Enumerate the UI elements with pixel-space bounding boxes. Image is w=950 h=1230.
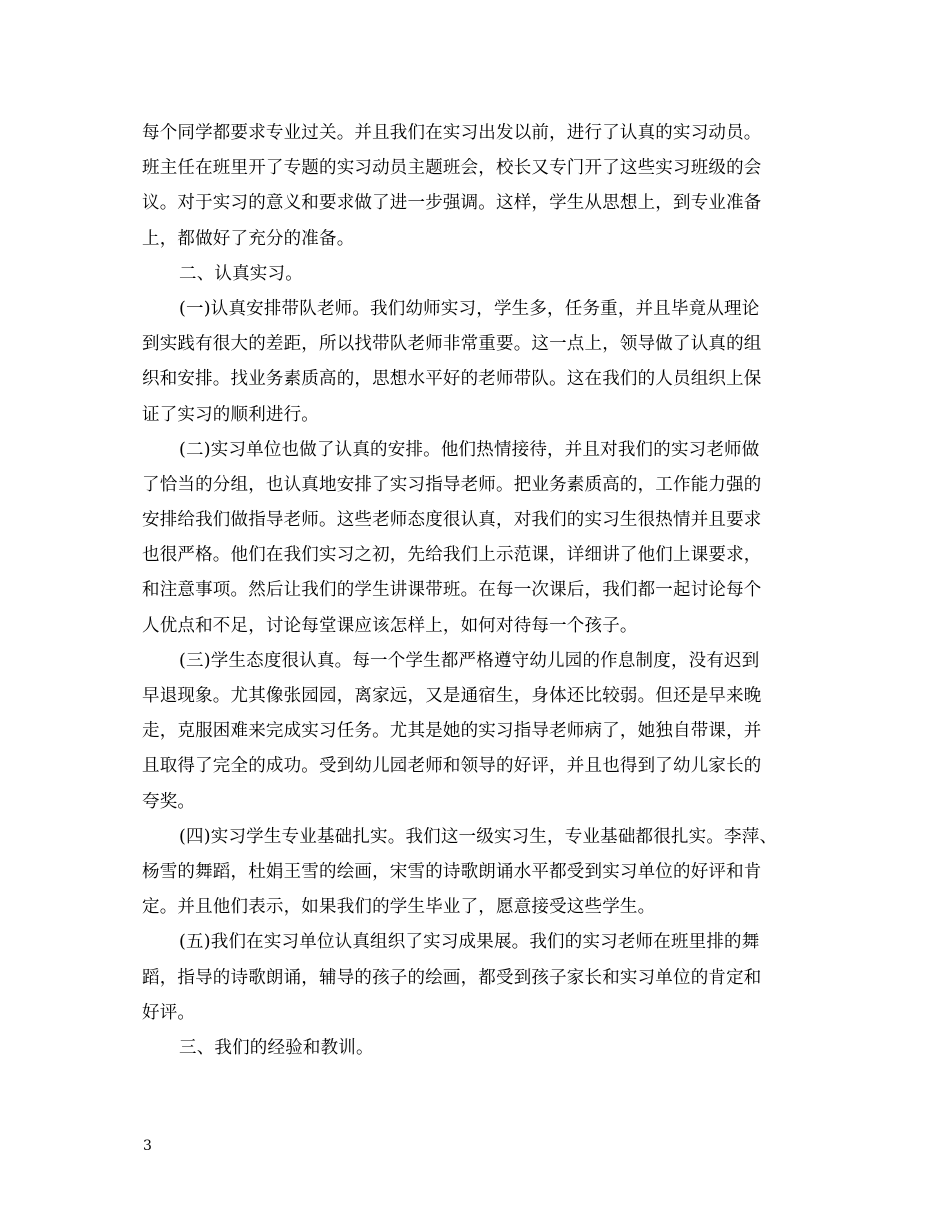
text-line: 织和安排。找业务素质高的，思想水平好的老师带队。这在我们的人员组织上保 <box>142 369 762 390</box>
text-line: 早退现象。尤其像张园园，离家远，又是通宿生，身体还比较弱。但还是早来晚 <box>142 686 762 706</box>
text-line: (一)认真安排带队老师。我们幼师实习，学生多，任务重，并且毕竟从理论 <box>179 298 760 319</box>
page-number: 3 <box>143 1138 152 1154</box>
paragraph-item-5-continued <box>142 961 810 1031</box>
heading-text: 二、认真实习。 <box>179 263 303 284</box>
document-body <box>142 116 810 1066</box>
text-line: 走，克服困难来完成实习任务。尤其是她的实习指导老师病了，她独自带课，并 <box>142 721 762 742</box>
paragraph-item-4-continued <box>142 855 810 925</box>
text-line: 人优点和不足，讨论每堂课应该怎样上，如何对待每一个孩子。 <box>142 615 638 636</box>
section-heading-3 <box>142 1031 810 1066</box>
text-line: 和注意事项。然后让我们的学生讲课带班。在每一次课后，我们都一起讨论每个 <box>142 580 762 601</box>
paragraph-item-3 <box>142 644 810 679</box>
text-line: 班主任在班里开了专题的实习动员主题班会，校长又专门开了这些实习班级的会 <box>142 158 762 179</box>
text-line: 夸奖。 <box>142 791 196 812</box>
paragraph-item-5 <box>142 925 810 960</box>
paragraph-item-1-continued <box>142 327 810 433</box>
text-line: (五)我们在实习单位认真组织了实习成果展。我们的实习老师在班里排的舞 <box>179 932 760 953</box>
section-heading-2 <box>142 257 810 292</box>
text-line: 蹈，指导的诗歌朗诵，辅导的孩子的绘画，都受到孩子家长和实习单位的肯定和 <box>142 967 762 988</box>
heading-text: 三、我们的经验和教训。 <box>179 1037 374 1058</box>
text-line: 了恰当的分组，也认真地安排了实习指导老师。把业务素质高的，工作能力强的 <box>142 474 762 495</box>
text-line: 证了实习的顺利进行。 <box>142 404 319 425</box>
paragraph-preparation <box>142 116 810 257</box>
paragraph-item-2-continued <box>142 468 810 644</box>
text-line: 上，都做好了充分的准备。 <box>142 228 355 249</box>
text-line: 到实践有很大的差距，所以找带队老师非常重要。这一点上，领导做了认真的组 <box>142 334 762 355</box>
text-line: (三)学生态度很认真。每一个学生都严格遵守幼儿园的作息制度，没有迟到 <box>179 650 760 671</box>
text-line: 也很严格。他们在我们实习之初，先给我们上示范课，详细讲了他们上课要求， <box>142 545 762 566</box>
text-line: (四)实习学生专业基础扎实。我们这一级实习生，专业基础都很扎实。李萍、 <box>179 826 778 847</box>
paragraph-item-1 <box>142 292 810 327</box>
text-line: 且取得了完全的成功。受到幼儿园老师和领导的好评，并且也得到了幼儿家长的 <box>142 756 762 777</box>
text-line: 议。对于实习的意义和要求做了进一步强调。这样，学生从思想上，到专业准备 <box>142 193 762 214</box>
paragraph-item-4 <box>142 820 810 855</box>
text-line: (二)实习单位也做了认真的安排。他们热情接待，并且对我们的实习老师做 <box>179 439 760 460</box>
text-line: 杨雪的舞蹈，杜娟王雪的绘画，宋雪的诗歌朗诵水平都受到实习单位的好评和肯 <box>142 861 762 882</box>
paragraph-item-2 <box>142 433 810 468</box>
paragraph-item-3-continued <box>142 679 810 820</box>
text-line: 好评。 <box>142 1002 196 1023</box>
text-line: 安排给我们做指导老师。这些老师态度很认真，对我们的实习生很热情并且要求 <box>142 510 762 531</box>
text-line: 定。并且他们表示，如果我们的学生毕业了，愿意接受这些学生。 <box>142 897 656 918</box>
text-line: 每个同学都要求专业过关。并且我们在实习出发以前，进行了认真的实习动员。 <box>142 123 762 143</box>
